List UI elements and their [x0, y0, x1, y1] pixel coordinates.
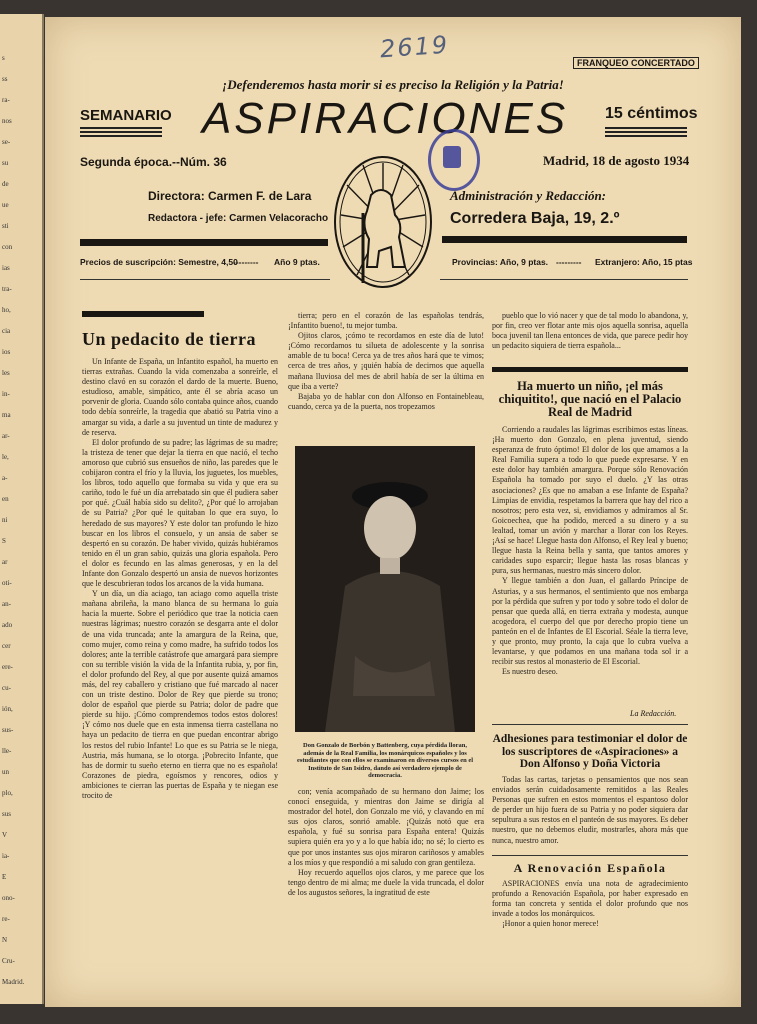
strip-fragment: oti- — [2, 579, 12, 587]
strip-fragment: en — [2, 495, 9, 503]
strip-fragment: S — [2, 537, 6, 545]
article1-column1 — [82, 357, 278, 801]
paragraph: Todas las cartas, tarjetas o pensamientos que nos sean enviados serán cuidadosamente remitidos a las Reales Personas que sufren en estos momentos el espantoso dolor de perder un hijo fuera de su Patria y no poder siquiera dar sepultura a sus restos en el panteón de sus mayores. Es deber nuestro, que no debemos eludir, mostrarles, ahora más que nunca, nuestro amor. — [492, 775, 688, 845]
strip-fragment: Cru- — [2, 957, 15, 965]
paragraph: Un Infante de España, un Infantito español, ha muerto en tierras extrañas. Cuando la vida comenzaba a sonreírle, el destino clavó en su corazón el dardo de la muerte. Bueno, estudioso, amable, simpático, ante él se abría acaso un porvenir de gloria. Cuando sólo contaba quince años, cuando todo debía sonreírle, la tragedia que abatió su Patria vino a amargar su vida, a darle a su juventud un tinte de madurez y de reserva. — [82, 357, 278, 437]
sub-rule-left — [80, 279, 330, 280]
strip-fragment: ión, — [2, 705, 13, 713]
strip-fragment: ar- — [2, 432, 10, 440]
strip-fragment: ar — [2, 558, 8, 566]
strip-fragment: E — [2, 873, 7, 881]
price-bars — [605, 125, 687, 139]
paragraph: pueblo que lo vió nacer y que de tal modo lo abandona, y, por fin, creo ver flotar ante mis ojos aquella sonrisa, aquella boca juvenil tan llena entonces de vida, que parece pedir hoy un pedacito siquiera de tierra española... — [492, 311, 688, 351]
section-bar-left — [82, 311, 204, 317]
strip-fragment: re- — [2, 915, 10, 923]
strip-fragment: un — [2, 768, 9, 776]
subscription-abroad: Extranjero: Año, 15 ptas — [595, 257, 693, 267]
article-title-adhesiones: Adhesiones para testimoniar el dolor de los suscriptores de «Aspiraciones» a Don Alfonso y Doña Victoria — [492, 733, 688, 770]
strip-fragment: V — [2, 831, 8, 839]
paragraph: ¡Honor a quien honor merece! — [502, 919, 599, 929]
strip-fragment: sus — [2, 810, 11, 818]
strip-fragment: cu- — [2, 684, 11, 692]
strip-fragment: sti — [2, 222, 9, 230]
dots-right: --------- — [556, 257, 582, 267]
strip-fragment: le, — [2, 453, 9, 461]
article1-column2-bottom — [288, 787, 484, 898]
adjacent-page-strip — [0, 14, 44, 1004]
signature: La Redacción. — [630, 709, 677, 718]
strip-fragment: su — [2, 159, 9, 167]
newspaper-page — [45, 17, 741, 1007]
paragraph: Corriendo a raudales las lágrimas escribimos estas líneas. ¡Ha muerto don Gonzalo, en plena juventud, siendo esperanza de fruto óptimo! El dolor de los que amamos a la Real Familia supera a todo lo que puede expresarse. Y en este dolor hay también amargura. Porque sólo Renovación Española ha tomado por suyo el duelo. ¿Y las otras asociaciones? ¿Es que no amaban a ese Infante de España? Limpias de envidia, respetamos la barrera que hay del rico a nosotros; pero esta vez, si, envidiamos y admiramos al Sr. Goicoechea, que ha podido, merced a su dinero y a su lealtad, tomar un avión y marchar a llorar con los Reyes. ¡Así se hace! Llegue hasta don Alfonso, el Rey leal y bueno; llegue hasta la Reina bella y santa, que tantos amores y caridades supo esparcir; llegue hasta las rosas blancas y pura, sus hermanas, nuestro más sincero dolor. — [492, 425, 688, 576]
header-rule-right — [442, 236, 687, 243]
semanario-bars — [80, 125, 162, 139]
semanario-label: SEMANARIO — [80, 107, 172, 124]
strip-fragment: ias — [2, 264, 10, 272]
paragraph: Hoy recuerdo aquellos ojos claros, y me parece que los tengo dentro de mi alma; me duele la vida truncada, el dolor de los augustos señores, la ingratitud de este — [288, 867, 484, 897]
article-title-renovacion: A Renovación Española — [513, 861, 667, 875]
strip-fragment: s — [2, 54, 5, 62]
strip-fragment: ma — [2, 411, 11, 419]
masthead-title: ASPIRACIONES — [201, 94, 569, 143]
paragraph: tierra; pero en el corazón de las españolas tendrás, ¡Infantito bueno!, tu mejor tumba. — [288, 311, 484, 331]
strip-fragment: les — [2, 369, 10, 377]
paragraph: Bajaba yo de hablar con don Alfonso en Fontainebleau, cuando, cerca ya de la puerta, nos tropezamos — [288, 391, 484, 411]
article-title-pedacito: Un pedacito de tierra — [82, 329, 256, 349]
strip-fragment: ra- — [2, 96, 10, 104]
strip-fragment: ia- — [2, 852, 10, 860]
strip-fragment: ue — [2, 201, 9, 209]
strip-fragment: nos — [2, 117, 12, 125]
strip-fragment: ere- — [2, 663, 13, 671]
section-bar-right — [492, 367, 688, 372]
motto: ¡Defenderemos hasta morir si es preciso la Religión y la Patria! — [222, 77, 564, 92]
strip-fragment: lle- — [2, 747, 12, 755]
editor-line: Redactora - jefe: Carmen Velacoracho — [148, 213, 329, 224]
library-stamp — [428, 129, 480, 191]
article4-body — [492, 879, 688, 929]
strip-fragment: con — [2, 243, 13, 251]
portrait-photo — [295, 446, 475, 732]
strip-fragment: cia — [2, 327, 11, 335]
adjacent-page-text — [0, 54, 42, 987]
strip-fragment: ono- — [2, 894, 15, 902]
paragraph: El dolor profundo de su padre; las lágrimas de su madre; la tristeza de tener que dejar la tierra en que nació, el techo amoroso que cubrió sus ensueños de niño, las paredes que le cobijaron contra el frío y la lluvia, los juguetes, los muebles, los libros, todo aquello que formaba su vida y que era su cariño, todo le fué un día arrebatado sin que él pudiera saber por qué. ¿Cuál había sido su delito?, ¿Por qué lo arrojaban de su Patria? ¿Por qué le quitaban lo que era suyo, lo heredado de sus mayores? Y este dolor tan profundo le hizo buscar en los libros el consuelo, y un ansia de saber se despertó en su corazón. De haber vivido, quizás hubiéramos tenido en él un gran sabio, quizás una gloria española. Pero el dolor es fecundo en las almas generosas, y en la del Infante don Gonzalo despertó un ansia de nuevos horizontes que le descubrieran todos los arcanos de la vida humana. — [82, 437, 278, 589]
photo-caption: Don Gonzalo de Borbón y Battenberg, cuya pérdida lloran, además de la Real Familia, los monárquicos españoles y los estudiantes que con ellos se examinaron en diversos cursos en el Instituto de San Isidro, dando así verdadero ejemplo de democracia. — [296, 742, 474, 780]
strip-fragment: an- — [2, 600, 11, 608]
price-label: 15 céntimos — [605, 105, 698, 122]
subscription-provinces: Provincias: Año, 9 ptas. — [452, 257, 549, 267]
strip-fragment: plo, — [2, 789, 13, 797]
handwritten-number: 2619 — [379, 30, 450, 64]
director-line: Directora: Carmen F. de Lara — [148, 189, 312, 203]
issue-date: Madrid, 18 de agosto 1934 — [543, 153, 690, 168]
issue-number: Segunda época.--Núm. 36 — [80, 155, 227, 169]
paragraph: ASPIRACIONES envía una nota de agradecimiento profundo a Renovación Española, por haber expresado en forma tan concreta y sentida el dolor profundo que nos invade a todos los monárquicos. — [492, 879, 688, 919]
subscription-year: Año 9 ptas. — [274, 257, 320, 267]
administration-label: Administración y Redacción: — [450, 188, 606, 203]
paragraph: con; venía acompañado de su hermano don Jaime; los conocí enseguida, y mientras don Jaime se dirigía al mostrador del hotel, don Gonzalo me vió, y clavando en mí sus ojos claros, sonrió amable. ¡Quizás notó que era española, y fué su sonrisa para España entera! Quizás supiera quién era yo y a lo que había ido; no sé; lo cierto es que por unos instantes sus ojos miraron cariñosos y amables a los míos y que respondió a mi saludo con gran gentileza. — [288, 787, 484, 867]
header-rule-left — [80, 239, 328, 246]
strip-fragment: Madrid. — [2, 978, 25, 986]
strip-fragment: cer — [2, 642, 11, 650]
sub-rule-right — [440, 279, 688, 280]
dots-left: --------- — [233, 257, 259, 267]
monarchy-emblem — [333, 155, 433, 289]
strip-fragment: ios — [2, 348, 11, 356]
strip-fragment: a- — [2, 474, 8, 482]
paragraph: Es nuestro deseo. — [502, 667, 558, 677]
strip-fragment: ni — [2, 516, 8, 524]
paragraph: Y un día, un día aciago, tan aciago como aquella triste mañana abrileña, la mano blanca de su hermana lo guía hacia la muerte. Sobre el periódico que trae la noticia caen nuestras lágrimas; nuestro corazón se desgarra ante el dolor de una vida truncada; ante la amargura de la Reina, que, como mujer, como reina y como madre, ha sufrido todos los dolores; ante la terrible catástrofe que amargará para siempre con su terrible visión la vida de la Infantita rubia, y, por fin, el dolor profundo del Rey, al que por ausente quizá amamos más, del rey caballero y cristiano que fué marcado al nacer con un triste destino. Dolor de Rey que pierde su trono; dolor de español que pierde su Patria; dolor de padre que pierde su hijo. ¡Cómo comprendemos todos estos dolores! ¡Y cómo nos duele que en esta inmensa tierra castellana no haya un pedacito de tierra en que puedan encontrar abrigo los restos del rubio Infante! Lo que es su Patria se le niega, Austria, más humana, se lo otorga. ¡Pobrecito Infante, que has de dormir tu sueño eterno en tierra que no es española! Corazones de piedra, egoísmos y rencores, odios y ambiciones te cierran las puertas de España y te niegan ese trocito de — [82, 589, 278, 801]
strip-fragment: N — [2, 936, 8, 944]
article2-body — [492, 425, 688, 677]
article1-column2-top — [288, 311, 484, 412]
article1-column3 — [492, 311, 688, 351]
paragraph: Y llegue también a don Juan, el gallardo Príncipe de Asturias, y a sus hermanos, el sentimiento que nos embarga por la pérdida que sufren y por todo y sobre todo el dolor de pensar que queda allá, en tierra extraña y modesta, aunque acogedora, el cuerpo del que por derecho propio tiene un panteón en el de Infantes de El Escorial. Séale la tierra leve, y que pronto, muy pronto, la caja que lo cubra vuelva a levantarse, y que podamos en una mañana toda sol ir a recibir sus restos al monasterio de El Escorial. — [492, 576, 688, 667]
strip-fragment: se- — [2, 138, 11, 146]
strip-fragment: ss — [2, 75, 8, 83]
strip-fragment: sus- — [2, 726, 14, 734]
article3-body — [492, 775, 688, 846]
strip-fragment: ho, — [2, 306, 11, 314]
strip-fragment: tra- — [2, 285, 12, 293]
paragraph: Ojitos claros, ¡cómo te recordamos en este día de luto! ¡Cómo recordamos tu silueta de adolescente y la sonrisa amable de tu boca! Cerca ya de tres años hará que te vimos; cerca de tres años, y ¡quién había de decirnos que aquella mañana lluviosa del mes de abril había de ser la última en que iba a verte? — [288, 331, 484, 391]
strip-fragment: ado — [2, 621, 13, 629]
franqueo-label: FRANQUEO CONCERTADO — [573, 57, 699, 69]
strip-fragment: in- — [2, 390, 10, 398]
divider-2 — [492, 855, 688, 856]
strip-fragment: de — [2, 180, 9, 188]
subscription-semester: Precios de suscripción: Semestre, 4,50 — [80, 257, 238, 267]
article-title-ha-muerto: Ha muerto un niño, ¡el más chiquitito!, que nació en el Palacio Real de Madrid — [498, 379, 682, 419]
address: Corredera Baja, 19, 2.º — [450, 210, 620, 227]
divider-1 — [492, 724, 688, 725]
